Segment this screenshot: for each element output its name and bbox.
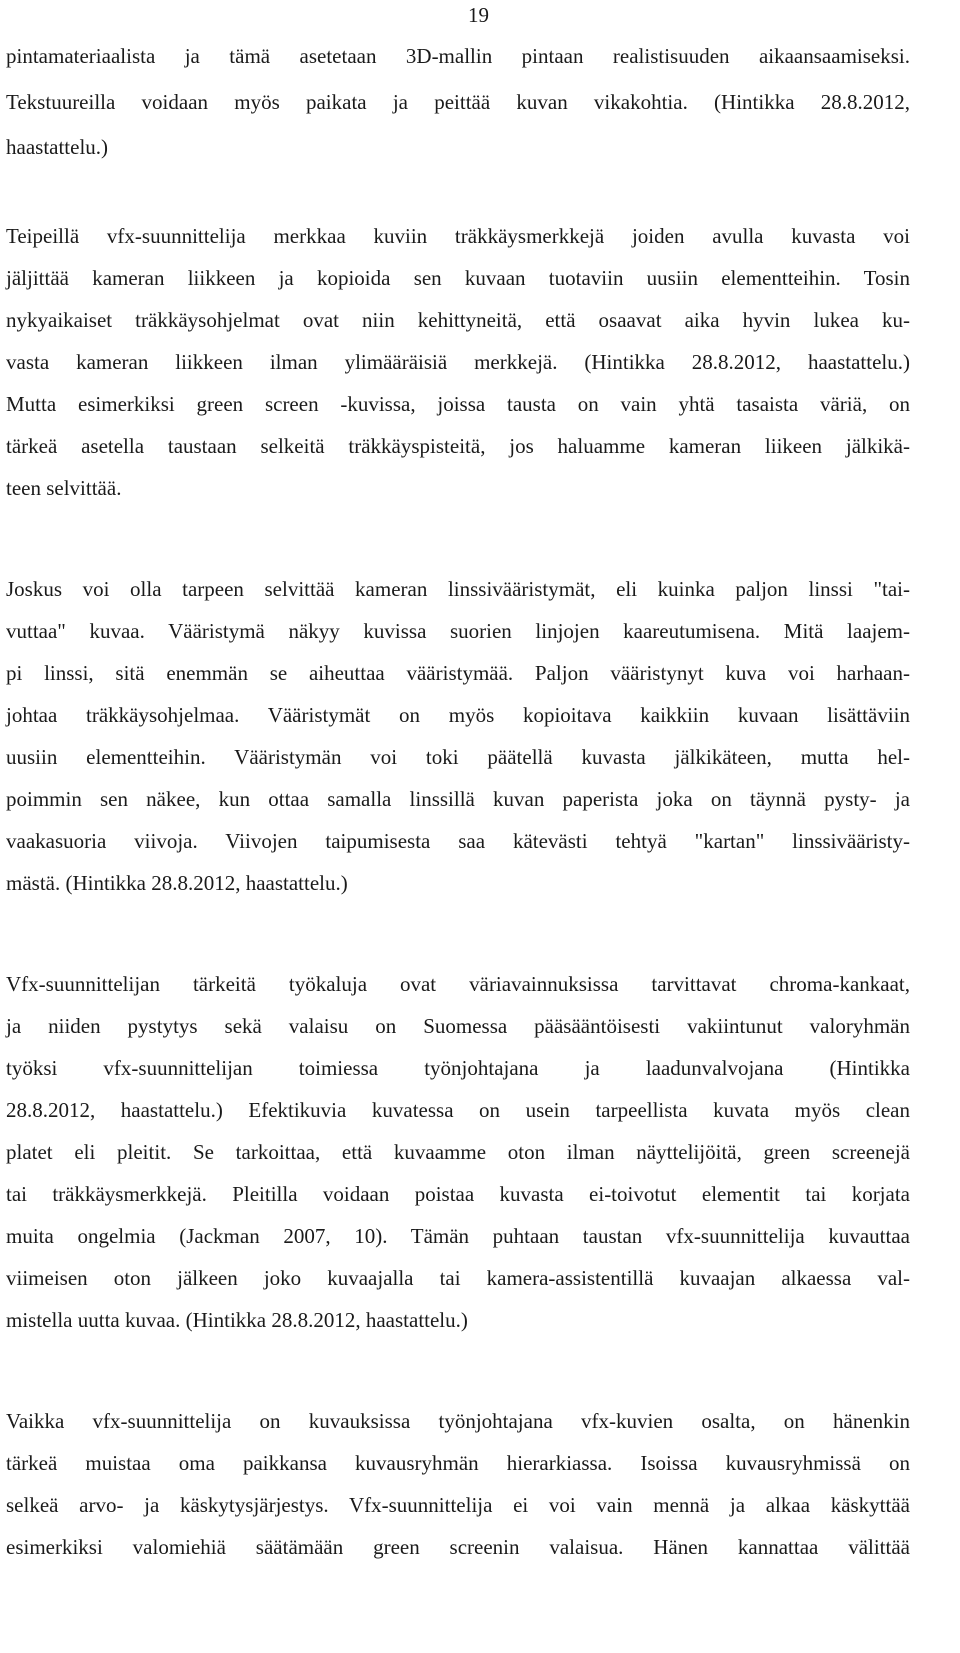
text-line: vuttaa" kuvaa. Vääristymä näkyy kuvissa suorien linjojen kaareutumisena. Mitä laajem- [6, 619, 910, 643]
text-line: vaakasuoria viivoja. Viivojen taipumisesta saa kätevästi tehtyä "kartan" linssivääristy- [6, 829, 910, 853]
text-line: jäljittää kameran liikkeen ja kopioida sen kuvaan tuotaviin uusiin elementteihin. Tosin [6, 266, 910, 290]
text-line: 28.8.2012, haastattelu.) Efektikuvia kuvatessa on usein tarpeellista kuvata myös clean [6, 1098, 910, 1122]
text-line: ja niiden pystytys sekä valaisu on Suomessa pääsääntöisesti vakiintunut valoryhmän [6, 1014, 910, 1038]
text-line: tai träkkäysmerkkejä. Pleitilla voidaan poistaa kuvasta ei-toivotut elementit tai korjata [6, 1182, 910, 1206]
text-line: selkeä arvo- ja käskytysjärjestys. Vfx-suunnittelija ei voi vain mennä ja alkaa käskyttää [6, 1493, 910, 1517]
text-line: viimeisen oton jälkeen joko kuvaajalla tai kamera-assistentillä kuvaajan alkaessa val- [6, 1266, 910, 1290]
text-line: vasta kameran liikkeen ilman ylimääräisiä merkkejä. (Hintikka 28.8.2012, haastattelu.) [6, 350, 910, 374]
text-line: platet eli pleitit. Se tarkoittaa, että kuvaamme oton ilman näyttelijöitä, green screenejä [6, 1140, 910, 1164]
text-line: pi linssi, sitä enemmän se aiheuttaa vääristymää. Paljon vääristynyt kuva voi harhaan- [6, 661, 910, 685]
text-line: Joskus voi olla tarpeen selvittää kameran linssivääristymät, eli kuinka paljon linssi "tai- [6, 577, 910, 601]
text-line: haastattelu.) [6, 135, 109, 159]
text-line: muita ongelmia (Jackman 2007, 10). Tämän puhtaan taustan vfx-suunnittelija kuvauttaa [6, 1224, 910, 1248]
text-line: Vaikka vfx-suunnittelija on kuvauksissa työnjohtajana vfx-kuvien osalta, on hänenkin [6, 1409, 910, 1433]
text-line: tärkeä asetella taustaan selkeitä träkkäyspisteitä, jos haluamme kameran liikeen jälkikä- [6, 434, 910, 458]
text-line: teen selvittää. [6, 476, 122, 500]
text-line: Vfx-suunnittelijan tärkeitä työkaluja ovat väriavainnuksissa tarvittavat chroma-kankaat, [6, 972, 910, 996]
text-line: pintamateriaalista ja tämä asetetaan 3D-mallin pintaan realistisuuden aikaansaamiseksi. [6, 44, 910, 68]
text-line: Tekstuureilla voidaan myös paikata ja peittää kuvan vikakohtia. (Hintikka 28.8.2012, [6, 90, 910, 114]
text-line: mistella uutta kuvaa. (Hintikka 28.8.2012, haastattelu.) [6, 1308, 468, 1332]
text-line: Teipeillä vfx-suunnittelija merkkaa kuviin träkkäysmerkkejä joiden avulla kuvasta voi [6, 224, 910, 248]
text-line: työksi vfx-suunnittelijan toimiessa työnjohtajana ja laadunvalvojana (Hintikka [6, 1056, 910, 1080]
text-line: Mutta esimerkiksi green screen -kuvissa, joissa tausta on vain yhtä tasaista väriä, on [6, 392, 910, 416]
text-line: uusiin elementteihin. Vääristymän voi toki päätellä kuvasta jälkikäteen, mutta hel- [6, 745, 910, 769]
text-line: nykyaikaiset träkkäysohjelmat ovat niin kehittyneitä, että osaavat aika hyvin lukea ku- [6, 308, 910, 332]
text-line: mästä. (Hintikka 28.8.2012, haastattelu.) [6, 871, 348, 895]
text-line: johtaa träkkäysohjelmaa. Vääristymät on myös kopioitava kaikkiin kuvaan lisättäviin [6, 703, 910, 727]
text-line: esimerkiksi valomiehiä säätämään green screenin valaisua. Hänen kannattaa välittää [6, 1535, 910, 1559]
page-number: 19 [468, 3, 489, 27]
text-line: tärkeä muistaa oma paikkansa kuvausryhmän hierarkiassa. Isoissa kuvausryhmissä on [6, 1451, 910, 1475]
text-line: poimmin sen näkee, kun ottaa samalla linssillä kuvan paperista joka on täynnä pysty- ja [6, 787, 910, 811]
